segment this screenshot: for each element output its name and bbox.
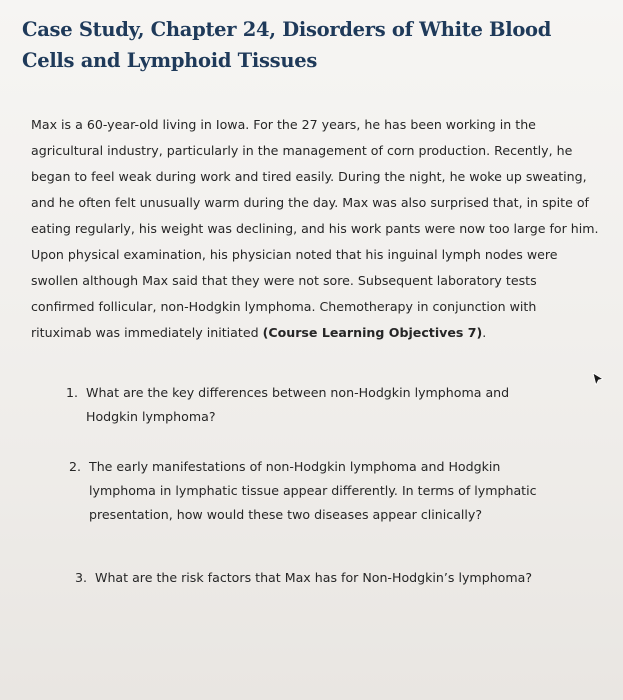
- course-objectives-reference: (Course Learning Objectives 7): [262, 325, 483, 340]
- question-item: [69, 455, 569, 527]
- question-text: What are the key differences between non-Hodgkin lymphoma and Hodgkin lymphoma?: [86, 385, 510, 424]
- page-title: Case Study, Chapter 24, Disorders of White Blood Cells and Lymphoid Tissues: [22, 18, 552, 72]
- case-paragraph-text: Max is a 60-year-old living in Iowa. For the 27 years, he has been working in the agricultural industry, particularly in the management of corn production. Recently, he began to feel weak during work and tired easily. During the night, he woke up sweating, and he often felt unusually warm during the day. Max was also surprised that, in spite of eating regularly, his weight was declining, and his work pants were now too large for him. Upon physical examination, his physician noted that his inguinal lymph nodes were swollen although Max said that they were not sore. Subsequent laboratory tests confirmed follicular, non-Hodgkin lymphoma. Chemotherapy in conjunction with rituximab was immediately initiated: [31, 117, 599, 340]
- question-number: 2.: [69, 459, 82, 474]
- mouse-pointer-icon: [592, 372, 604, 386]
- question-item: [66, 381, 546, 429]
- case-paragraph: [31, 112, 599, 346]
- case-paragraph-end: .: [482, 325, 487, 340]
- question-item: [75, 566, 575, 590]
- question-number: 3.: [75, 570, 88, 585]
- question-text: The early manifestations of non-Hodgkin lymphoma and Hodgkin lymphoma in lymphatic tissue appear differently. In terms of lymphatic presentation, how would these two diseases appear clinically?: [89, 459, 537, 522]
- question-text: What are the risk factors that Max has for Non-Hodgkin’s lymphoma?: [95, 570, 533, 585]
- question-number: 1.: [66, 385, 79, 400]
